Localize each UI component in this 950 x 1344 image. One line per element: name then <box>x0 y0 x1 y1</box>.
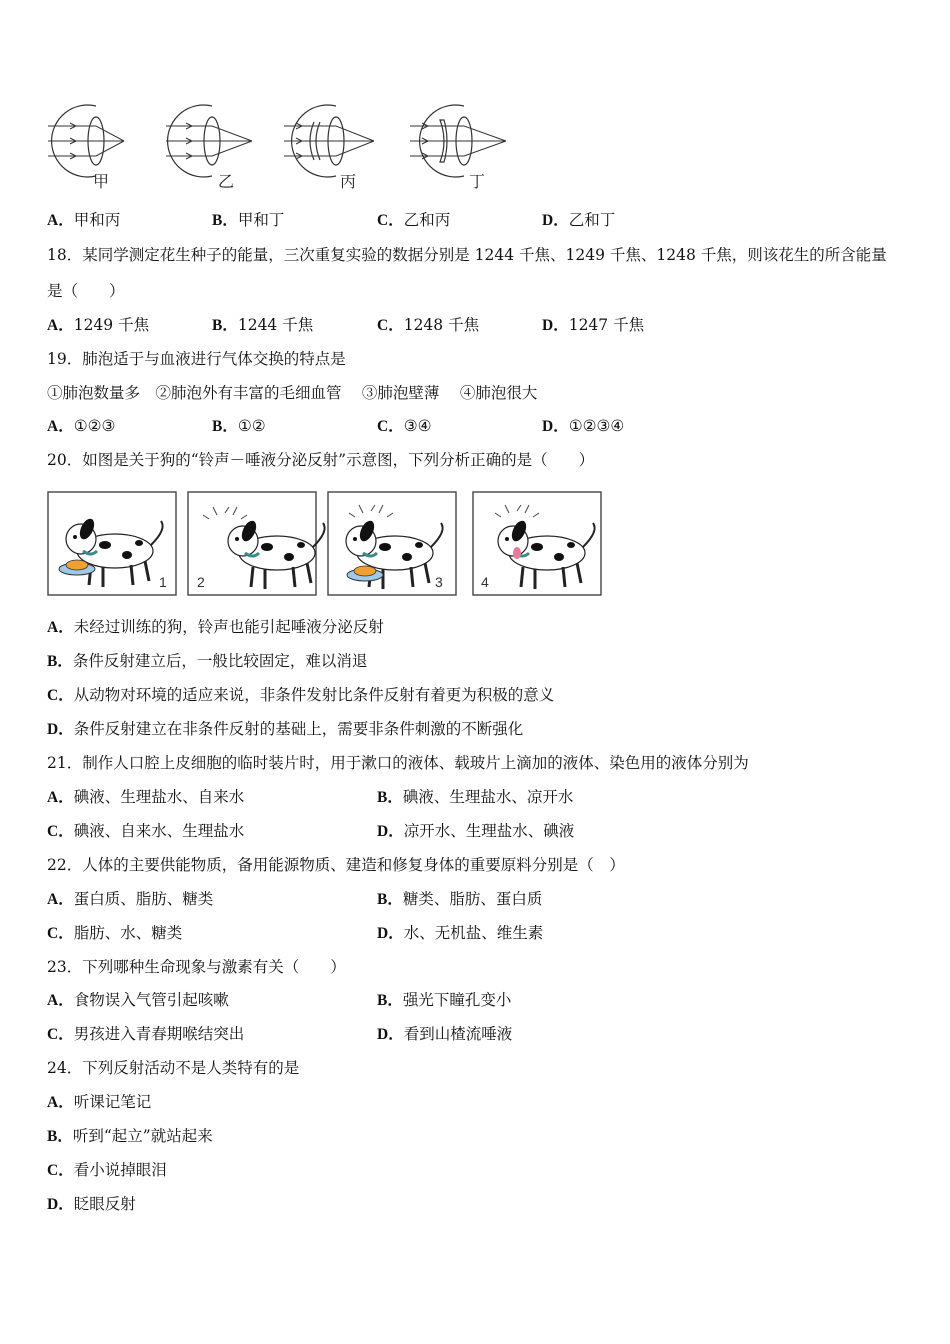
q23-option-c[interactable] <box>47 1024 244 1045</box>
eye-label-jia: 甲 <box>93 172 110 191</box>
option-letter: C． <box>377 418 404 435</box>
option-text: 1249 千焦 <box>73 316 150 334</box>
eye-diagram-jia <box>48 105 124 191</box>
q19-option-b[interactable] <box>212 416 266 437</box>
option-text: 看到山楂流唾液 <box>403 1025 513 1043</box>
option-letter: B． <box>47 1128 73 1145</box>
q17-option-b[interactable] <box>212 210 284 231</box>
option-letter: A． <box>47 418 74 435</box>
option-letter: C． <box>377 212 404 229</box>
option-text: 未经过训练的狗，铃声也能引起唾液分泌反射 <box>73 618 384 636</box>
option-text: 1247 千焦 <box>568 316 645 334</box>
q23-stem: 23．下列哪种生命现象与激素有关（ ） <box>47 958 346 976</box>
option-letter: A． <box>47 992 74 1009</box>
q22-option-b[interactable] <box>377 889 542 910</box>
option-letter: B． <box>212 317 238 334</box>
eye-label-yi: 乙 <box>218 172 235 191</box>
q18-stem-line2: 是（ ） <box>47 282 125 300</box>
dog-reflex-figure <box>47 491 603 599</box>
q18-option-a[interactable] <box>47 315 149 336</box>
option-text: 听到“起立”就站起来 <box>72 1127 213 1145</box>
q22-option-a[interactable] <box>47 889 213 910</box>
eye-diagram-yi <box>166 105 252 191</box>
option-text: 甲和丙 <box>73 211 121 229</box>
option-text: 听课记笔记 <box>73 1093 152 1111</box>
eye-diagram-bing <box>284 105 374 191</box>
q18-option-c[interactable] <box>377 315 479 336</box>
eye-label-ding: 丁 <box>469 172 486 191</box>
panel-number-2: 2 <box>197 574 205 590</box>
option-letter: D． <box>47 721 74 738</box>
q22-option-d[interactable] <box>377 923 543 944</box>
option-text: ③④ <box>403 417 432 435</box>
q19-statements: ①肺泡数量多 ②肺泡外有丰富的毛细血管 ③肺泡壁薄 ④肺泡很大 <box>47 384 538 402</box>
q18-option-d[interactable] <box>542 315 644 336</box>
q19-stem: 19．肺泡适于与血液进行气体交换的特点是 <box>47 350 346 368</box>
eye-diagram-figure <box>44 96 514 192</box>
q24-option-c[interactable] <box>47 1160 167 1181</box>
option-letter: D． <box>542 317 569 334</box>
dog-panel-1 <box>48 492 176 595</box>
q22-option-c[interactable] <box>47 923 182 944</box>
panel-number-4: 4 <box>481 574 489 590</box>
option-letter: C． <box>47 823 74 840</box>
q17-option-c[interactable] <box>377 210 450 231</box>
q20-option-d[interactable] <box>47 719 523 740</box>
option-text: 强光下瞳孔变小 <box>402 991 512 1009</box>
option-text: 看小说掉眼泪 <box>73 1161 167 1179</box>
option-letter: D． <box>377 1026 404 1043</box>
option-text: 水、无机盐、维生素 <box>403 924 544 942</box>
option-letter: A． <box>47 317 74 334</box>
option-text: 碘液、生理盐水、自来水 <box>73 788 245 806</box>
q19-option-a[interactable] <box>47 416 115 437</box>
option-text: 碘液、生理盐水、凉开水 <box>402 788 574 806</box>
eye-label-bing: 丙 <box>340 172 357 191</box>
q18-option-b[interactable] <box>212 315 313 336</box>
option-letter: B． <box>377 891 403 908</box>
option-letter: B． <box>377 992 403 1009</box>
option-letter: B． <box>47 653 73 670</box>
q21-option-b[interactable] <box>377 787 573 808</box>
q21-option-a[interactable] <box>47 787 244 808</box>
option-text: 碘液、自来水、生理盐水 <box>73 822 245 840</box>
option-letter: B． <box>212 418 238 435</box>
q21-stem: 21．制作人口腔上皮细胞的临时装片时，用于漱口的液体、载玻片上滴加的液体、染色用的液体分别为 <box>47 754 749 772</box>
option-text: 1244 千焦 <box>237 316 314 334</box>
option-letter: D． <box>377 925 404 942</box>
option-letter: A． <box>47 789 74 806</box>
q23-option-d[interactable] <box>377 1024 512 1045</box>
q17-option-d[interactable] <box>542 210 615 231</box>
q22-stem: 22．人体的主要供能物质，备用能源物质、建造和修复身体的重要原料分别是（ ） <box>47 856 625 874</box>
option-text: 从动物对环境的适应来说，非条件发射比条件反射有着更为积极的意义 <box>73 686 555 704</box>
option-text: 条件反射建立在非条件反射的基础上，需要非条件刺激的不断强化 <box>73 720 524 738</box>
option-letter: D． <box>47 1196 74 1213</box>
option-text: ①②③④ <box>568 417 625 435</box>
option-text: 乙和丁 <box>568 211 616 229</box>
q24-option-a[interactable] <box>47 1092 151 1113</box>
dog-panel-4 <box>473 492 601 595</box>
option-text: ①②③ <box>73 417 116 435</box>
option-text: 脂肪、水、糖类 <box>73 924 183 942</box>
q21-option-c[interactable] <box>47 821 244 842</box>
option-text: 条件反射建立后，一般比较固定，难以消退 <box>72 652 368 670</box>
q21-option-d[interactable] <box>377 821 574 842</box>
q17-option-a[interactable] <box>47 210 120 231</box>
option-letter: C． <box>47 925 74 942</box>
dog-panel-3 <box>328 492 456 595</box>
q20-option-c[interactable] <box>47 685 554 706</box>
option-text: 食物误入气管引起咳嗽 <box>73 991 229 1009</box>
q20-stem: 20．如图是关于狗的“铃声－唾液分泌反射”示意图，下列分析正确的是（ ） <box>47 451 595 469</box>
q19-option-c[interactable] <box>377 416 432 437</box>
option-text: 1248 千焦 <box>403 316 480 334</box>
eye-diagram-ding <box>410 105 506 191</box>
option-letter: A． <box>47 1094 74 1111</box>
dog-panel-2 <box>188 492 325 595</box>
option-text: 蛋白质、脂肪、糖类 <box>73 890 214 908</box>
option-text: 甲和丁 <box>237 211 285 229</box>
panel-number-1: 1 <box>159 574 167 590</box>
option-text: 眨眼反射 <box>73 1195 136 1213</box>
q23-option-b[interactable] <box>377 990 511 1011</box>
option-text: ①② <box>237 417 266 435</box>
q24-option-b[interactable] <box>47 1126 213 1147</box>
option-text: 凉开水、生理盐水、碘液 <box>403 822 575 840</box>
option-letter: C． <box>377 317 404 334</box>
q24-stem: 24．下列反射活动不是人类特有的是 <box>47 1059 300 1077</box>
option-letter: C． <box>47 687 74 704</box>
option-letter: D． <box>377 823 404 840</box>
q20-option-a[interactable] <box>47 617 384 638</box>
q24-option-d[interactable] <box>47 1194 136 1215</box>
option-letter: D． <box>542 418 569 435</box>
panel-number-3: 3 <box>435 574 443 590</box>
option-letter: D． <box>542 212 569 229</box>
option-letter: A． <box>47 212 74 229</box>
q18-stem-line1: 18．某同学测定花生种子的能量，三次重复实验的数据分别是 1244 千焦、1249 千焦、1248 千焦，则该花生的所含能量 <box>47 246 887 264</box>
option-text: 男孩进入青春期喉结突出 <box>73 1025 245 1043</box>
q19-option-d[interactable] <box>542 416 624 437</box>
option-text: 乙和丙 <box>403 211 451 229</box>
option-letter: B． <box>377 789 403 806</box>
option-text: 糖类、脂肪、蛋白质 <box>402 890 543 908</box>
option-letter: C． <box>47 1162 74 1179</box>
option-letter: C． <box>47 1026 74 1043</box>
option-letter: B． <box>212 212 238 229</box>
option-letter: A． <box>47 619 74 636</box>
option-letter: A． <box>47 891 74 908</box>
q20-option-b[interactable] <box>47 651 367 672</box>
q23-option-a[interactable] <box>47 990 229 1011</box>
